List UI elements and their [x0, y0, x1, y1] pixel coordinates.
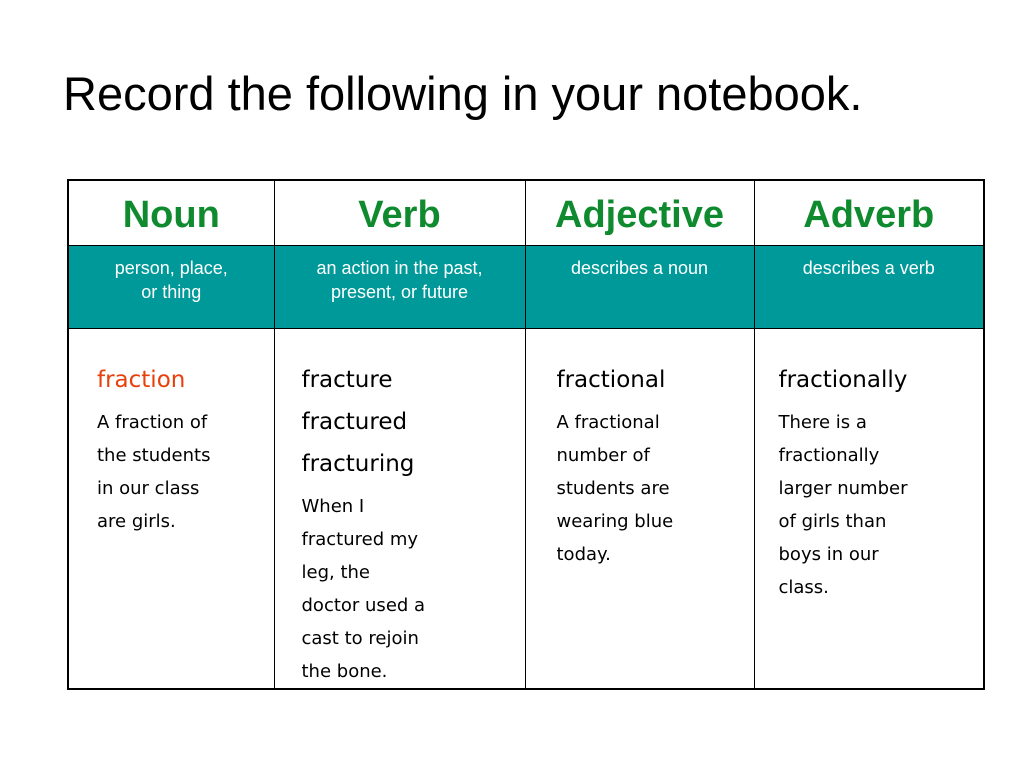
- adverb-heading: Adverb: [754, 180, 984, 246]
- noun-definition-cell: [68, 246, 274, 329]
- noun-word: fraction: [97, 367, 186, 393]
- adverb-definition-cell: [754, 246, 984, 329]
- noun-example-cell: [68, 329, 274, 690]
- noun-definition: person, place, or thing: [114, 258, 228, 302]
- heading-row: [68, 180, 984, 246]
- slide-title: Record the following in your notebook.: [63, 67, 863, 120]
- parts-of-speech-table: [67, 179, 985, 690]
- adjective-word: fractional: [556, 367, 666, 393]
- verb-words: fracture fractured fracturing: [301, 367, 415, 477]
- noun-example-sentence: A fraction of the students in our class are girls.: [97, 412, 211, 532]
- verb-definition-cell: [274, 246, 525, 329]
- adverb-definition: describes a verb: [802, 258, 935, 278]
- verb-example-cell: [274, 329, 525, 690]
- adjective-definition-cell: [525, 246, 754, 329]
- adverb-example-sentence: There is a fractionally larger number of girls than boys in our class.: [778, 412, 908, 598]
- noun-heading: Noun: [68, 180, 274, 246]
- adverb-word: fractionally: [778, 367, 908, 393]
- adjective-example-sentence: A fractional number of students are wearing blue today.: [556, 412, 674, 565]
- adjective-example-cell: [525, 329, 754, 690]
- adjective-heading: Adjective: [525, 180, 754, 246]
- example-row: [68, 329, 984, 690]
- adverb-example-cell: [754, 329, 984, 690]
- verb-example-sentence: When I fractured my leg, the doctor used a cast to rejoin the bone.: [301, 496, 426, 682]
- verb-definition: an action in the past, present, or future: [316, 258, 483, 302]
- adjective-definition: describes a noun: [570, 258, 709, 278]
- definition-row: [68, 246, 984, 329]
- verb-heading: Verb: [274, 180, 525, 246]
